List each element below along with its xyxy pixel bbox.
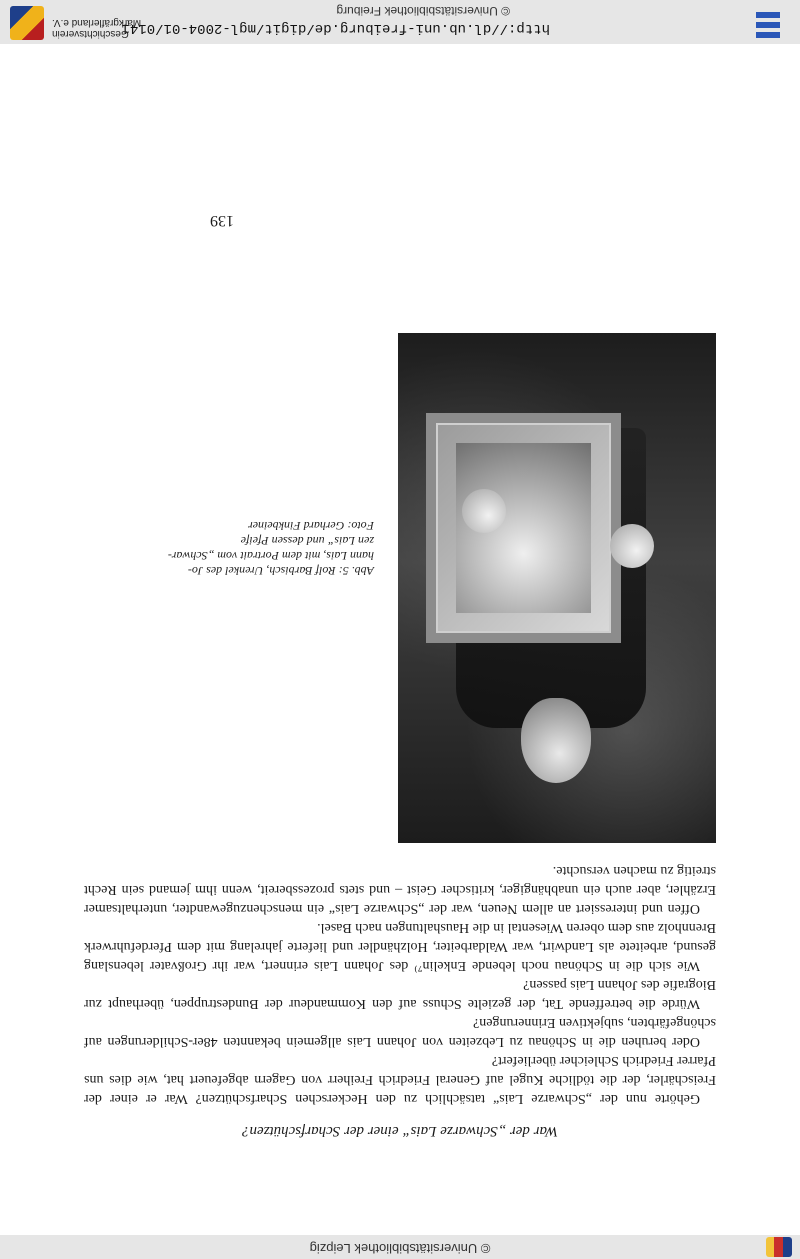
footer-society-name (52, 17, 172, 39)
photo-frame (426, 413, 621, 643)
section-heading: War der „Schwarze Lais“ einer der Scharfschützen? (241, 1123, 559, 1139)
footer-society-line-1: Geschichtsverein (52, 28, 129, 39)
ub-logo-stripe (756, 12, 780, 18)
caption-line-2: hann Lais, mit dem Portrait vom „Schwar- (167, 549, 374, 563)
footer-bar (0, 0, 800, 44)
document-content (84, 70, 716, 1179)
photo-head (521, 698, 591, 783)
caption-line-3: zen Lais“ und dessen Pfeife (240, 534, 374, 548)
figure-caption (94, 518, 374, 578)
body-text (84, 861, 716, 1108)
caption-line-4: Foto: Gerhard Finkbeiner (248, 519, 374, 533)
portrait-photo (398, 333, 716, 843)
paragraph-4: Wie sich die in Schönau noch lebende Enkelin⁷⁾ des Johann Lais erinnert, war ihr Großvater lebenslang gesund, arbeitete als Landwirt, war Waldarbeiter, Holzhändler und lieferte jahrelang mit dem Pferdefuhrwerk Brennholz aus dem oberen Wiesental in die Haushaltungen nach Basel. (84, 920, 716, 973)
ub-logo (756, 6, 780, 38)
caption-line-1: Abb. 5: Rolf Barbisch, Urenkel des Jo- (187, 564, 374, 578)
photo-hand-left (610, 524, 654, 568)
ub-logo-stripe (756, 22, 780, 28)
footer-url[interactable]: http://dl.ub.uni-freiburg.de/digit/mgl-2004-01/0141 (121, 20, 550, 36)
header-ub-credit: © Universitätsbibliothek Leipzig (309, 1241, 491, 1256)
paragraph-1: Gehörte nun der „Schwarze Lais“ tatsächlich zu den Heckerschen Scharfschützen? War er einer der Freischärler, der die tödliche Kugel auf General Friedrich Freiherr von Gagern abgefeuert hat, wie dies uns Pfarrer Friedrich Schleicher überliefert? (84, 1053, 716, 1106)
paragraph-3: Würde die betreffende Tat, der gezielte Schuss auf den Kommandeur der Bundestruppen, überhaupt zur Biografie des Johann Lais passen? (84, 977, 716, 1011)
header-bar (0, 1235, 800, 1259)
society-logo-icon (10, 6, 44, 40)
photo-hand-right (462, 489, 506, 533)
footer-society-line-2: Markgräflerland e.V. (52, 17, 142, 28)
page-number: 139 (210, 212, 234, 229)
paragraph-2: Oder beruhen die in Schönau zu Lebzeiten von Johann Lais allgemein bekannten 48er-Schilderungen auf schöngefärbten, subjektiven Erinnerungen? (84, 1015, 716, 1049)
figure-area (84, 323, 716, 843)
footer-ub-credit: © Universitätsbibliothek Freiburg (336, 4, 510, 18)
ub-logo-stripe (756, 32, 780, 38)
paragraph-5: Offen und interessiert an allem Neuen, war der „Schwarze Lais“ ein menschenzugewandter, unterhaltsamer Erzähler, aber auch ein unabhängiger, kritischer Geist – und stets prozessbereit, wenn ihm jemand sein Recht streitig zu machen versuchte. (84, 863, 716, 916)
